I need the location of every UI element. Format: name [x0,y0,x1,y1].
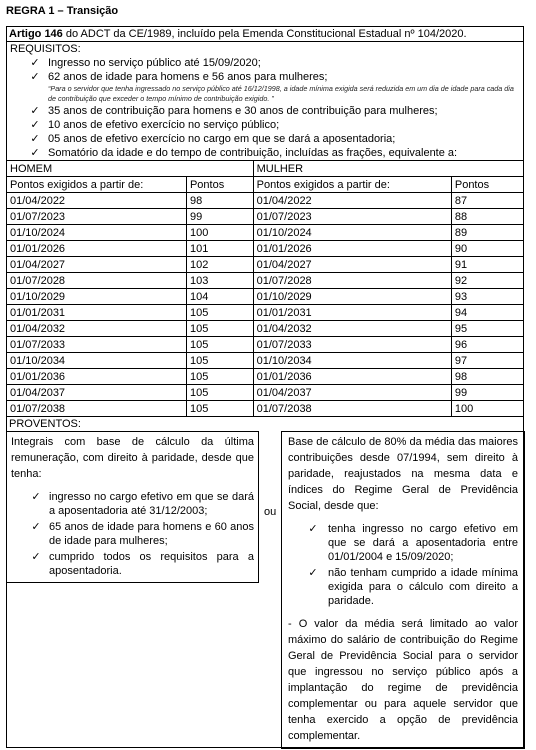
integral-conditions [11,490,254,578]
table-row [7,193,523,209]
table-cell: 99 [186,209,253,225]
table-cell: 01/10/2029 [253,289,451,305]
article-number: Artigo 146 [9,28,63,40]
table-cell: 105 [186,401,253,417]
table-cell: 96 [451,337,523,353]
table-cell: 01/07/2038 [7,401,186,417]
table-row [7,257,523,273]
list-item: ✓ cumprido todos os requisitos para a aposentadoria. [29,550,254,578]
list-item: ✓ 65 anos de idade para homens e 60 anos de idade para mulheres; [29,520,254,548]
table-cell: 01/01/2036 [7,369,186,385]
table-cell: 01/04/2037 [7,385,186,401]
table-cell: 01/04/2027 [7,257,186,273]
table-cell: 01/01/2036 [253,369,451,385]
average-limit-note: - O valor da média será limitado ao valor máximo do salário de contribuição do Regime Geral de Previdência Social para o servidor que ingressou no serviço público após a implantação do regime de previdência complementar ou para aquele servidor que tenha exercido a opção de previdência complementar. [288,618,518,742]
rule-title: REGRA 1 – Transição [6,5,119,17]
table-cell: 01/07/2028 [7,273,186,289]
table-cell: 01/07/2033 [7,337,186,353]
table-row [7,273,523,289]
check-icon: ✓ [31,521,41,533]
table-cell: 01/01/2031 [253,305,451,321]
table-cell: 87 [451,193,523,209]
table-cell: 01/07/2033 [253,337,451,353]
table-cell: 01/04/2027 [253,257,451,273]
table-cell: 93 [451,289,523,305]
requisitos-section [7,42,523,161]
table-cell: 01/10/2034 [253,353,451,369]
table-cell: 105 [186,369,253,385]
table-cell: 100 [186,225,253,241]
table-row [7,353,523,369]
check-icon: ✓ [308,567,318,579]
rule-frame [6,26,524,748]
table-row [7,225,523,241]
table-cell: 88 [451,209,523,225]
table-row [7,321,523,337]
check-icon: ✓ [31,491,41,503]
or-separator: ou [264,506,277,518]
table-cell: 100 [451,401,523,417]
average-intro: Base de cálculo de 80% da média das maiores contribuições desde 07/1994, sem direito à paridade, reajustados na mesma data e índices do Regime Geral de Previdência Social, desde que: [288,436,518,512]
table-cell: 102 [186,257,253,273]
table-cell: 98 [186,193,253,209]
table-cell: 98 [451,369,523,385]
table-cell: 01/04/2037 [253,385,451,401]
check-icon: ✓ [308,523,318,535]
list-item: ✓ Somatório da idade e do tempo de contribuição, incluídas as frações, equivalente a: [28,146,520,160]
table-cell: 01/10/2034 [7,353,186,369]
table-row [7,337,523,353]
table-row [7,289,523,305]
article-reference [7,27,523,42]
table-cell: 01/10/2024 [7,225,186,241]
table-cell: 01/04/2022 [253,193,451,209]
col-points-mulher: Pontos [451,177,523,193]
check-icon: ✓ [30,57,40,69]
table-cell: 105 [186,337,253,353]
list-item: ✓ tenha ingresso no cargo efetivo em que se dará a aposentadoria entre 01/01/2004 e 15/09/2020; [306,522,518,564]
header-mulher: MULHER [253,161,523,177]
table-cell: 01/07/2038 [253,401,451,417]
table-row [7,401,523,417]
integral-intro: Integrais com base de cálculo da última remuneração, com direito à paridade, desde que tenha: [11,436,254,480]
table-cell: 95 [451,321,523,337]
table-cell: 89 [451,225,523,241]
table-cell: 92 [451,273,523,289]
list-item: ✓ 10 anos de efetivo exercício no serviço público; [28,118,520,132]
check-icon: ✓ [30,105,40,117]
col-points-homem: Pontos [186,177,253,193]
table-cell: 01/04/2022 [7,193,186,209]
table-row [7,241,523,257]
table-row [7,305,523,321]
check-icon: ✓ [31,551,41,563]
table-cell: 01/04/2032 [253,321,451,337]
check-icon: ✓ [30,71,40,83]
header-homem: HOMEM [7,161,253,177]
table-cell: 105 [186,305,253,321]
table-cell: 01/07/2023 [253,209,451,225]
list-item: ✓ 62 anos de idade para homens e 56 anos para mulheres; [28,70,520,84]
list-item: ✓ não tenham cumprido a idade mínima exigida para o cálculo com direito a paridade. [306,566,518,608]
col-date-mulher: Pontos exigidos a partir de: [253,177,451,193]
requisitos-list [10,56,520,160]
table-cell: 105 [186,353,253,369]
table-cell: 90 [451,241,523,257]
age-reduction-note: “Para o servidor que tenha ingressado no serviço público até 16/12/1998, a idade mínima exigida será reduzida em um dia de idade para cada dia de contribuição que exceder o tempo mínimo de contribuição exigido. ” [48,84,514,103]
list-item: ✓ 35 anos de contribuição para homens e 30 anos de contribuição para mulheres; [28,104,520,118]
table-row [7,209,523,225]
points-table [7,161,523,417]
table-cell: 101 [186,241,253,257]
table-cell: 01/01/2031 [7,305,186,321]
average-conditions [288,522,518,608]
table-cell: 104 [186,289,253,305]
table-cell: 01/10/2024 [253,225,451,241]
proventos-heading: PROVENTOS: [9,418,81,430]
article-text: do ADCT da CE/1989, incluído pela Emenda Constitucional Estadual nº 104/2020. [62,28,467,40]
table-cell: 01/07/2023 [7,209,186,225]
average-option-box [281,431,525,749]
table-cell: 105 [186,321,253,337]
table-cell: 01/04/2032 [7,321,186,337]
integral-option-box [6,431,259,583]
check-icon: ✓ [30,147,40,159]
table-cell: 01/07/2028 [253,273,451,289]
proventos-section [7,431,523,747]
list-item: ✓ ingresso no cargo efetivo em que se dará a aposentadoria até 31/12/2003; [29,490,254,518]
list-item: ✓ Ingresso no serviço público até 15/09/2020; [28,56,520,70]
table-cell: 97 [451,353,523,369]
requisitos-heading: REQUISITOS: [10,43,81,55]
table-cell: 01/01/2026 [7,241,186,257]
table-cell: 01/01/2026 [253,241,451,257]
table-cell: 99 [451,385,523,401]
table-cell: 01/10/2029 [7,289,186,305]
table-cell: 105 [186,385,253,401]
table-cell: 94 [451,305,523,321]
check-icon: ✓ [30,133,40,145]
table-row [7,385,523,401]
check-icon: ✓ [30,119,40,131]
table-row [7,369,523,385]
list-item: ✓ 05 anos de efetivo exercício no cargo em que se dará a aposentadoria; [28,132,520,146]
table-cell: 103 [186,273,253,289]
table-cell: 91 [451,257,523,273]
col-date-homem: Pontos exigidos a partir de: [7,177,186,193]
